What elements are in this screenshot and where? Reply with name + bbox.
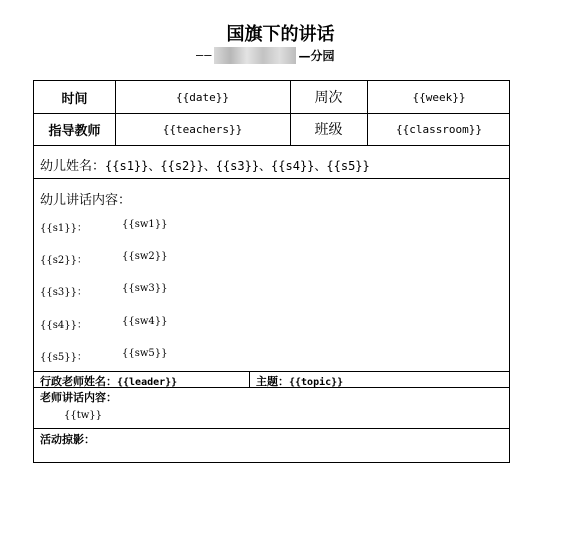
class-value: {{classroom}}	[395, 122, 483, 136]
children-value: {{s1}}、{{s2}}、{{s3}}、{{s4}}、{{s5}}	[105, 159, 370, 173]
leader-cell	[40, 373, 177, 389]
week-value: {{week}}	[412, 90, 466, 104]
subtitle	[196, 46, 334, 64]
teacher-value: {{teachers}}	[162, 122, 243, 136]
week-label: 周次	[314, 90, 343, 106]
speech-content-5: {{sw5}}	[122, 348, 168, 359]
record-table	[33, 80, 510, 463]
speech-name-5: {{s5}}：	[40, 352, 87, 363]
teacher-speech-value: {{tw}}	[64, 410, 103, 421]
teacher-speech-label: 老师讲话内容：	[40, 391, 117, 404]
speech-name-2: {{s2}}：	[40, 255, 87, 266]
speech-name-4: {{s4}}：	[40, 320, 87, 331]
time-value: {{date}}	[176, 90, 229, 104]
topic-label: 主题：	[256, 375, 289, 388]
class-label: 班级	[314, 122, 343, 138]
speech-name-1: {{s1}}：	[40, 223, 87, 234]
topic-value: {{topic}}	[289, 377, 344, 388]
leader-label: 行政老师姓名：	[40, 375, 117, 388]
children-label: 幼儿姓名：	[40, 159, 106, 174]
topic-cell	[256, 373, 343, 389]
time-label: 时间	[61, 91, 88, 107]
photo-label: 活动掠影：	[40, 433, 95, 446]
row-divider	[34, 428, 509, 429]
children-row	[40, 155, 370, 174]
page-title: 国旗下的讲话	[226, 24, 335, 45]
speech-name-3: {{s3}}：	[40, 287, 87, 298]
row-divider	[34, 178, 509, 179]
leader-value: {{leader}}	[117, 377, 178, 388]
speech-content-2: {{sw2}}	[122, 251, 168, 262]
speech-content-4: {{sw4}}	[122, 316, 168, 327]
row-divider	[34, 371, 509, 372]
subtitle-suffix: —分园	[298, 48, 335, 63]
subtitle-prefix: ——	[196, 48, 213, 62]
row-divider	[34, 145, 509, 146]
speech-content-3: {{sw3}}	[122, 283, 168, 294]
redacted-name	[214, 47, 296, 64]
col-divider	[249, 371, 250, 387]
teacher-label: 指导教师	[48, 123, 101, 139]
speech-label: 幼儿讲话内容：	[40, 193, 132, 208]
speech-content-1: {{sw1}}	[122, 219, 168, 230]
